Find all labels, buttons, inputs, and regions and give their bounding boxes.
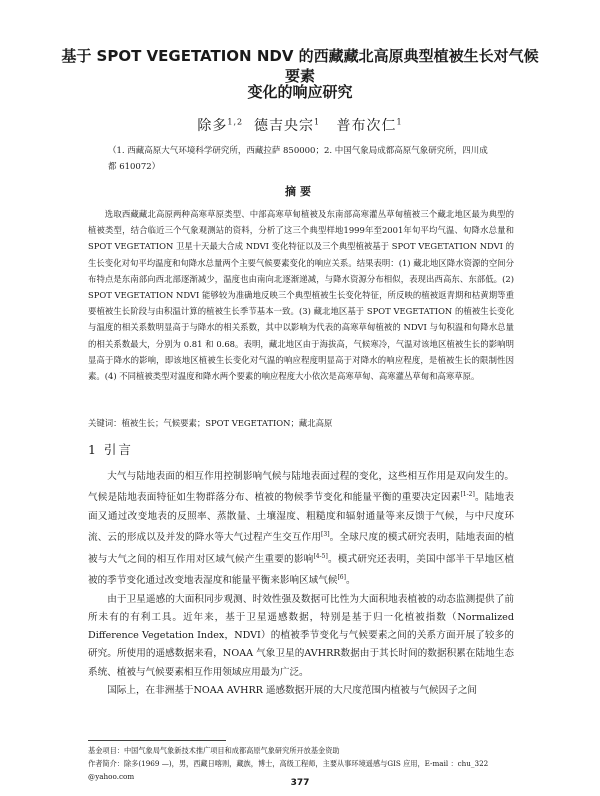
author-1: 除多 bbox=[197, 118, 228, 134]
citation: [3] bbox=[321, 531, 330, 539]
abstract-text: 选取西藏藏北高原两种高寒草原类型、中部高寒草甸植被及东南部高寒灌丛草甸植被三个藏北地区最为典型的植被类型，结合临近三个气象观测站的资料，分析了这三个典型样地1999年至2001年旬平均气温、旬降水总量和 SPOT VEGETATION 卫星十天最大合成 NDVI 变化特征以及三个典型植被基于 SPOT VEGETATION NDVI 的生长变化对旬平均温度和旬降水总量两个主要气候要素变化的响应关系。结果表明：(1) 藏北地区降水资源的空间分布特点是东南部向西北部逐渐减少，温度也由南向北逐渐递减，与降水资源分布相似，表现出西高东、东部低。(2) SPOT VEGETATION NDVI 能够较为准确地反映三个典型植被生长变化特征，所反映的植被返青期和枯黄期等重要植被生长阶段与由积温计算的植被生长季节基本一致。(3) 藏北地区基于 SPOT VEGETATION 的植被生长变化与温度的相关系数明显高于与降水的相关系数，其中以影响为代表的高寒草甸植被的 NDVI 与旬积温和旬降水总量的相关系数最大，分别为 0.81 和 0.68。表明，藏北地区由于海拔高，气候寒冷，气温对该地区植被生长的影响明显高于降水的影响，即该地区植被生长变化对气温的响应程度明显高于对降水的响应程度，是植被生长的限制性因素。(4) 不同植被类型对温度和降水两个要素的响应程度大小依次是高寒草甸、高寒灌丛草甸和高寒草原。 bbox=[88, 209, 514, 382]
keywords-list: 植被生长；气候要素；SPOT VEGETATION；藏北高原 bbox=[121, 418, 333, 428]
author-1-affil-mark: 1,2 bbox=[227, 117, 244, 127]
footnote-author-bio: 作者简介：除多(1969 —)，男，西藏日喀则，藏族，博士，高级工程师，主要从事环境遥感与GIS 应用，E-mail ：chu_322 bbox=[88, 759, 489, 768]
body-paragraph-3: 国际上，在非洲基于NOAA AVHRR 遥感数据开展的大尺度范围内植被与气候因子之间 bbox=[107, 685, 477, 697]
citation: [6] bbox=[337, 574, 346, 582]
author-list bbox=[60, 115, 540, 135]
keywords bbox=[88, 416, 514, 430]
footnote-funding: 基金项目：中国气象局气象新技术推广项目和成都高原气象研究所开放基金资助 bbox=[88, 746, 340, 755]
author-3: 普布次仁 bbox=[336, 118, 397, 134]
paper-title-line-2: 变化的响应研究 bbox=[247, 83, 353, 101]
author-2-affil-mark: 1 bbox=[314, 117, 321, 127]
body-paragraph-2: 由于卫星遥感的大面积同步观测、时效性强及数据可比性为大面积地表植被的动态监测提供了前所未有的有利工具。近年来，基于卫星遥感数据，特别是基于归一化植被指数（Normalized Difference Vegetation Index，NDVI）的植被季节变化与气候要素之间的关系方面开展了较多的研究。所使用的遥感数据来看，NOAA 气象卫星的AVHRR数据由于其长时间的数据积累在陆地生态系统、植被与气候要素相互作用领域应用最为广泛。 bbox=[88, 593, 514, 678]
body-paragraph-1: 大气与陆地表面的相互作用控制影响气候与陆地表面过程的变化，这些相互作用是双向发生的。气候是陆地表面特征如生物群落分布、植被的物候季节变化和能量平衡的重要决定因素[1-2]。陆地表面又通过改变地表的反照率、蒸散量、土壤湿度、粗糙度和辐射通量等来反馈于气候，与中尺度环流、云的形成以及并发的降水等大气过程产生交互作用[3]。全球尺度的模式研究表明，陆地表面的植被与大气之间的相互作用对区域气候产生重要的影响[4-5]。模式研究还表明，美国中部半干旱地区植被的季节变化通过改变地表湿度和能量平衡来影响区域气候[6]。 bbox=[88, 471, 515, 587]
keywords-label: 关键词： bbox=[88, 418, 122, 428]
citation: [1-2] bbox=[460, 491, 475, 499]
page-number: 377 bbox=[290, 778, 310, 788]
affiliation: （1. 西藏高原大气环境科学研究所，西藏拉萨 850000；2. 中国气象局成都高原气象研究所，四川成都 610072） bbox=[108, 146, 488, 172]
author-3-affil-mark: 1 bbox=[396, 117, 403, 127]
paper-title-line-1: 基于 SPOT VEGETATION NDV 的西藏藏北高原典型植被生长对气候要素 bbox=[61, 47, 539, 85]
footnote-email-domain: @yahoo.com bbox=[88, 772, 135, 781]
body-text bbox=[88, 468, 514, 700]
footnote-divider bbox=[88, 740, 226, 741]
abstract-heading: 摘要 bbox=[285, 185, 315, 198]
section-heading-intro: 1 引言 bbox=[88, 442, 133, 457]
author-2: 德吉央宗 bbox=[254, 118, 315, 134]
citation: [4-5] bbox=[313, 552, 328, 560]
